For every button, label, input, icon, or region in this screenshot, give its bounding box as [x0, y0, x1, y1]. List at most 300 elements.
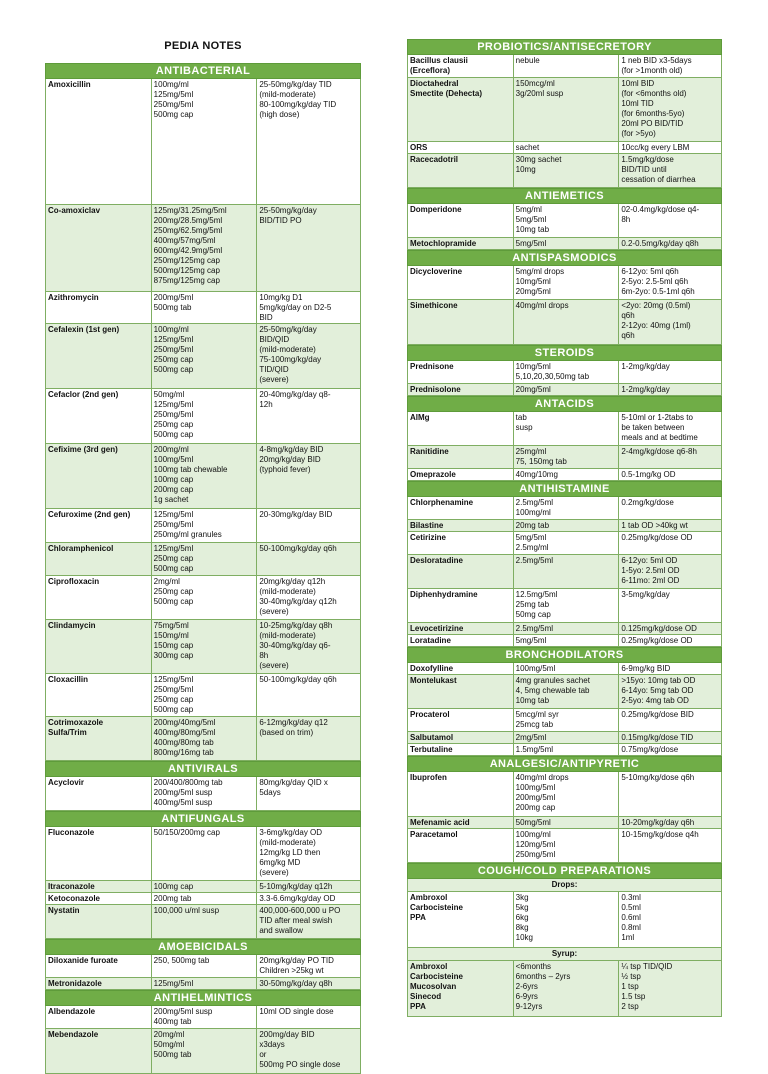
- cell-line: 25-50mg/kg/day: [259, 206, 317, 215]
- cell-line: 1 tsp: [621, 982, 639, 991]
- cell-line: 250, 500mg tab: [153, 956, 210, 965]
- cell-line: Bacillus clausii: [410, 56, 468, 65]
- cell-line: Bilastine: [410, 521, 444, 530]
- drug-row-chlorphenamine: [407, 497, 722, 520]
- drug-row-azithromycin: [45, 292, 361, 324]
- drug-name: [408, 204, 514, 237]
- drug-preparation: [514, 675, 620, 708]
- drug-row-domperidone: [407, 204, 722, 238]
- cell-line: 250mg cap: [153, 695, 194, 704]
- cell-line: 5mg/ml: [515, 205, 542, 214]
- cell-line: (for >5yo): [621, 129, 656, 138]
- cell-line: Amoxicillin: [48, 80, 91, 89]
- drug-preparation: [514, 772, 620, 816]
- drug-name: [408, 55, 514, 77]
- drug-dose: [619, 555, 722, 588]
- drug-dose: [257, 1029, 361, 1073]
- cell-line: 200mg cap: [153, 485, 194, 494]
- drug-name: [46, 881, 152, 892]
- cell-line: 400,000-600,000 u PO: [259, 906, 341, 915]
- drug-dose: [619, 961, 722, 1016]
- drug-row-nystatin: [45, 905, 361, 939]
- cell-line: 50mg/ml: [153, 390, 185, 399]
- cell-line: 0.3ml: [621, 893, 641, 902]
- cell-line: 02-0.4mg/kg/dose q4-: [621, 205, 700, 214]
- drug-name: [408, 817, 514, 828]
- drug-preparation: [152, 1029, 258, 1073]
- drug-dose: [619, 817, 722, 828]
- drug-row-diphenhydramine: [407, 589, 722, 623]
- drug-preparation: [152, 978, 258, 989]
- cell-line: 5-10ml or 1-2tabs to: [621, 413, 693, 422]
- cell-line: 25-50mg/kg/day: [259, 325, 317, 334]
- cell-line: 3g/20ml susp: [515, 89, 564, 98]
- drug-preparation: [514, 623, 620, 634]
- cell-line: 2mg/ml: [153, 577, 180, 586]
- cell-line: 100mg/ml: [153, 80, 189, 89]
- cell-line: Sinecod: [410, 992, 442, 1001]
- section-header-antacids: ANTACIDS: [407, 396, 722, 412]
- cell-line: (based on trim): [259, 728, 314, 737]
- drug-dose: [257, 827, 361, 880]
- cell-line: 6months – 2yrs: [515, 972, 571, 981]
- cell-line: 1-2mg/kg/day: [621, 362, 670, 371]
- cell-line: Azithromycin: [48, 293, 99, 302]
- cell-line: 6-9mg/kg BID: [621, 664, 671, 673]
- drug-preparation: [152, 1006, 258, 1028]
- drug-dose: [619, 829, 722, 862]
- cell-line: 1.5mg/5ml: [515, 745, 554, 754]
- cell-line: Itraconazole: [48, 882, 95, 891]
- cell-line: Ketoconazole: [48, 894, 101, 903]
- drug-preparation: [152, 324, 258, 388]
- drug-row-levocetirizine: [407, 623, 722, 635]
- cell-line: 500mg cap: [153, 705, 194, 714]
- cell-line: (severe): [259, 607, 289, 616]
- cell-line: 20mg/kg/day PO TID: [259, 956, 334, 965]
- cell-line: BID: [259, 313, 273, 322]
- page-title: PEDIA NOTES: [164, 40, 242, 52]
- drug-name: [408, 589, 514, 622]
- cell-line: (typhoid fever): [259, 465, 311, 474]
- drug-dose: [619, 635, 722, 646]
- cell-line: Cotrimoxazole: [48, 718, 104, 727]
- cell-line: 500mg cap: [153, 597, 194, 606]
- drug-row-metochlopramide: [407, 238, 722, 250]
- drug-row-ketoconazole: [45, 893, 361, 905]
- cell-line: 500mg PO single dose: [259, 1060, 341, 1069]
- cell-line: 5days: [259, 788, 281, 797]
- subheader-syrup: Syrup:: [407, 948, 722, 961]
- drug-preparation: [514, 142, 620, 153]
- cell-line: Procaterol: [410, 710, 450, 719]
- drug-preparation: [514, 154, 620, 187]
- drug-dose: [619, 732, 722, 743]
- cell-line: 500mg/125mg cap: [153, 266, 220, 275]
- cell-line: 0.15mg/kg/dose TID: [621, 733, 694, 742]
- left-column: [45, 63, 361, 1074]
- cell-line: 0.8ml: [621, 923, 641, 932]
- cell-line: 2-5yo: 2.5-5ml q6h: [621, 277, 689, 286]
- cell-line: Nystatin: [48, 906, 80, 915]
- cell-line: 100,000 u/ml susp: [153, 906, 220, 915]
- drug-dose: [257, 79, 361, 204]
- cell-line: Cefixime (3rd gen): [48, 445, 118, 454]
- cell-line: 10mg/5ml: [515, 277, 551, 286]
- cell-line: 5mg/ml drops: [515, 267, 565, 276]
- cell-line: <2yo: 20mg (0.5ml): [621, 301, 691, 310]
- cell-line: Clindamycin: [48, 621, 96, 630]
- cell-line: 10ml TID: [621, 99, 654, 108]
- drug-preparation: [514, 361, 620, 383]
- drug-row-co-amoxiclav: [45, 205, 361, 292]
- cell-line: Diloxanide furoate: [48, 956, 118, 965]
- drug-dose: [257, 1006, 361, 1028]
- cell-line: Cetirizine: [410, 533, 447, 542]
- cell-line: 1.5 tsp: [621, 992, 646, 1001]
- cell-line: 30mg sachet: [515, 155, 562, 164]
- section-header-amoebicidals: AMOEBICIDALS: [45, 939, 361, 955]
- cell-line: Ciprofloxacin: [48, 577, 100, 586]
- drug-name: [408, 497, 514, 519]
- cell-line: BID/TID PO: [259, 216, 302, 225]
- cell-line: 40mg/ml drops: [515, 301, 569, 310]
- drug-dose: [257, 292, 361, 323]
- drug-name: [46, 444, 152, 508]
- cell-line: Domperidone: [410, 205, 462, 214]
- cell-line: Omeprazole: [410, 470, 456, 479]
- cell-line: nebule: [515, 56, 540, 65]
- drug-preparation: [514, 469, 620, 480]
- cell-line: 4-8mg/kg/day BID: [259, 445, 324, 454]
- cell-line: BID/QID: [259, 335, 290, 344]
- drug-preparation: [152, 205, 258, 291]
- cell-line: 20mg/5ml: [515, 385, 551, 394]
- drug-dose: [257, 905, 361, 938]
- cell-line: 0.25mg/kg/dose BID: [621, 710, 694, 719]
- cell-line: (severe): [259, 661, 289, 670]
- cell-line: 0.25mg/kg/dose OD: [621, 636, 693, 645]
- cell-line: 100mg/5ml: [153, 455, 194, 464]
- drug-dose: [619, 469, 722, 480]
- cell-line: 200mg/40mg/5ml: [153, 718, 216, 727]
- cell-line: BID/TID until: [621, 165, 667, 174]
- drug-row-simethicone: [407, 300, 722, 345]
- drug-row-bacillus-clausii: [407, 55, 722, 78]
- drug-name: [408, 154, 514, 187]
- cell-line: 0.5ml: [621, 903, 641, 912]
- cell-line: 250mg/5ml: [153, 345, 194, 354]
- cell-line: 250mg/5ml: [515, 850, 556, 859]
- cell-line: 9-12yrs: [515, 1002, 543, 1011]
- drug-dose: [257, 205, 361, 291]
- cell-line: Prednisolone: [410, 385, 461, 394]
- cell-line: 5-10mg/kg/dose q6h: [621, 773, 695, 782]
- cell-line: 125mg/5ml: [153, 335, 194, 344]
- cell-line: 1ml: [621, 933, 635, 942]
- drug-row-cefuroxime-2nd-gen: [45, 509, 361, 543]
- cell-line: (Erceflora): [410, 66, 451, 75]
- cell-line: Cefalexin (1st gen): [48, 325, 120, 334]
- drug-dose: [619, 663, 722, 674]
- cell-line: 250mg/62.5mg/5ml: [153, 226, 223, 235]
- drug-name: [408, 623, 514, 634]
- drug-row-amoxicillin: [45, 79, 361, 205]
- drug-row-ors: [407, 142, 722, 154]
- cell-line: Racecadotril: [410, 155, 459, 164]
- drug-row-cefixime-3rd-gen: [45, 444, 361, 509]
- cell-line: Acyclovir: [48, 778, 85, 787]
- drug-preparation: [514, 892, 620, 947]
- drug-dose: [257, 955, 361, 977]
- cell-line: 40mg/ml drops: [515, 773, 569, 782]
- drug-preparation: [514, 238, 620, 249]
- drug-dose: [257, 777, 361, 810]
- cell-line: PPA: [410, 1002, 426, 1011]
- section-header-antifungals: ANTIFUNGALS: [45, 811, 361, 827]
- drug-dose: [257, 324, 361, 388]
- drug-dose: [619, 497, 722, 519]
- cell-line: 5-10mg/kg/day q12h: [259, 882, 333, 891]
- cell-line: be taken between: [621, 423, 685, 432]
- cell-line: 50mg/5ml: [515, 818, 551, 827]
- cell-line: Paracetamol: [410, 830, 458, 839]
- drug-preparation: [514, 78, 620, 141]
- cell-line: 500mg tab: [153, 1050, 192, 1059]
- cell-line: 300mg cap: [153, 651, 194, 660]
- drug-dose: [619, 238, 722, 249]
- cell-line: tab: [515, 413, 527, 422]
- drug-dose: [257, 389, 361, 443]
- cell-line: 400mg/80mg tab: [153, 738, 214, 747]
- cell-line: 75mg/5ml: [153, 621, 189, 630]
- cell-line: 75-100mg/kg/day: [259, 355, 322, 364]
- cell-line: 10ml OD single dose: [259, 1007, 334, 1016]
- cell-line: AlMg: [410, 413, 430, 422]
- drug-preparation: [514, 732, 620, 743]
- cell-line: 200mg/28.5mg/5ml: [153, 216, 223, 225]
- drug-row-chloramphenicol: [45, 543, 361, 576]
- drug-row-cotrimoxazole: [45, 717, 361, 761]
- section-header-probiotics-antisecretory: PROBIOTICS/ANTISECRETORY: [407, 39, 722, 55]
- cell-line: 1-2mg/kg/day: [621, 385, 670, 394]
- drug-dose: [619, 675, 722, 708]
- cell-line: 50-100mg/kg/day q6h: [259, 544, 337, 553]
- cell-line: 6-9yrs: [515, 992, 538, 1001]
- drug-row-montelukast: [407, 675, 722, 709]
- drug-row-racecadotril: [407, 154, 722, 188]
- drug-row-cloxacillin: [45, 674, 361, 717]
- cell-line: Desloratadine: [410, 556, 463, 565]
- drug-dose: [257, 893, 361, 904]
- cell-line: 12mg/kg LD then: [259, 848, 321, 857]
- cell-line: 100mg tab chewable: [153, 465, 228, 474]
- cell-line: (for >1month old): [621, 66, 683, 75]
- drug-row-cefalexin-1st-gen: [45, 324, 361, 389]
- drug-row-loratadine: [407, 635, 722, 647]
- section-header-bronchodilators: BRONCHODILATORS: [407, 647, 722, 663]
- drug-name: [46, 827, 152, 880]
- drug-dose: [619, 142, 722, 153]
- drug-row-mebendazole: [45, 1029, 361, 1074]
- drug-name: [408, 732, 514, 743]
- drug-row-ambroxol: [407, 961, 722, 1017]
- drug-name: [46, 543, 152, 575]
- section-header-antihistamine: ANTIHISTAMINE: [407, 481, 722, 497]
- cell-line: Prednisone: [410, 362, 454, 371]
- cell-line: Diphenhydramine: [410, 590, 478, 599]
- drug-dose: [619, 520, 722, 531]
- cell-line: Smectite (Dehecta): [410, 89, 483, 98]
- drug-name: [46, 717, 152, 760]
- drug-row-mefenamic-acid: [407, 817, 722, 829]
- cell-line: 6-12mg/kg/day q12: [259, 718, 328, 727]
- cell-line: 25mcg tab: [515, 720, 554, 729]
- cell-line: <6months: [515, 962, 552, 971]
- drug-name: [408, 829, 514, 862]
- cell-line: 75, 150mg tab: [515, 457, 567, 466]
- cell-line: 100mg/ml: [515, 508, 551, 517]
- cell-line: 2.5mg/5ml: [515, 556, 554, 565]
- cell-line: 120mg/5ml: [515, 840, 556, 849]
- drug-dose: [257, 620, 361, 673]
- drug-name: [46, 620, 152, 673]
- cell-line: 30-40mg/kg/day q12h: [259, 597, 337, 606]
- cell-line: 250mg cap: [153, 420, 194, 429]
- drug-preparation: [514, 520, 620, 531]
- drug-name: [46, 205, 152, 291]
- drug-preparation: [152, 444, 258, 508]
- drug-preparation: [514, 961, 620, 1016]
- cell-line: 200mg cap: [515, 803, 556, 812]
- section-header-antibacterial: ANTIBACTERIAL: [45, 63, 361, 79]
- cell-line: 875mg/125mg cap: [153, 276, 220, 285]
- cell-line: 400mg/80mg/5ml: [153, 728, 216, 737]
- cell-line: 0.125mg/kg/dose OD: [621, 624, 697, 633]
- cell-line: 20mg/ml: [153, 1030, 185, 1039]
- drug-preparation: [514, 555, 620, 588]
- drug-preparation: [152, 827, 258, 880]
- cell-line: (for <6months old): [621, 89, 687, 98]
- cell-line: (mild-moderate): [259, 587, 316, 596]
- cell-line: 20mg/5ml: [515, 287, 551, 296]
- cell-line: 80-100mg/kg/day TID: [259, 100, 337, 109]
- cell-line: 1g sachet: [153, 495, 189, 504]
- drug-preparation: [514, 497, 620, 519]
- cell-line: 50-100mg/kg/day q6h: [259, 675, 337, 684]
- drug-row-itraconazole: [45, 881, 361, 893]
- section-header-antivirals: ANTIVIRALS: [45, 761, 361, 777]
- drug-row-cetirizine: [407, 532, 722, 555]
- drug-name: [408, 663, 514, 674]
- cell-line: 3.3-6.6mg/kg/day OD: [259, 894, 336, 903]
- subheader-drops: Drops:: [407, 879, 722, 892]
- drug-row-ciprofloxacin: [45, 576, 361, 620]
- cell-line: meals and at bedtime: [621, 433, 698, 442]
- cell-line: 0.2mg/kg/dose: [621, 498, 674, 507]
- cell-line: 2 tsp: [621, 1002, 639, 1011]
- cell-line: 6mg/kg MD: [259, 858, 301, 867]
- drug-preparation: [514, 663, 620, 674]
- drug-dose: [619, 266, 722, 299]
- cell-line: 125mg/5ml: [153, 510, 194, 519]
- cell-line: 250mg/5ml: [153, 685, 194, 694]
- cell-line: 20mg tab: [515, 521, 550, 530]
- drug-dose: [619, 709, 722, 731]
- cell-line: 5mcg/ml syr: [515, 710, 559, 719]
- section-header-cough-cold-preparations: COUGH/COLD PREPARATIONS: [407, 863, 722, 879]
- cell-line: Sulfa/Trim: [48, 728, 87, 737]
- drug-dose: [619, 384, 722, 395]
- drug-name: [46, 79, 152, 204]
- cell-line: 10mg/5ml: [515, 362, 551, 371]
- cell-line: 250mg/5ml: [153, 410, 194, 419]
- cell-line: Levocetirizine: [410, 624, 464, 633]
- drug-preparation: [152, 292, 258, 323]
- cell-line: Metochlopramide: [410, 239, 477, 248]
- drug-preparation: [514, 204, 620, 237]
- cell-line: 10-15mg/kg/dose q4h: [621, 830, 699, 839]
- cell-line: 20mg/kg/day q12h: [259, 577, 326, 586]
- cell-line: Carbocisteine: [410, 972, 463, 981]
- cell-line: 100mg/ml: [153, 325, 189, 334]
- drug-row-almg: [407, 412, 722, 446]
- cell-line: 100mg cap: [153, 475, 194, 484]
- drug-dose: [619, 204, 722, 237]
- cell-line: 0.75mg/kg/dose: [621, 745, 679, 754]
- drug-name: [46, 576, 152, 619]
- cell-line: Children >25kg wt: [259, 966, 324, 975]
- cell-line: Montelukast: [410, 676, 457, 685]
- cell-line: (mild-moderate): [259, 345, 316, 354]
- drug-row-prednisone: [407, 361, 722, 384]
- drug-name: [408, 361, 514, 383]
- cell-line: 3-5mg/kg/day: [621, 590, 670, 599]
- cell-line: 1 tab OD >40kg wt: [621, 521, 688, 530]
- cell-line: 10mg tab: [515, 696, 550, 705]
- cell-line: 10kg: [515, 933, 534, 942]
- drug-preparation: [514, 446, 620, 468]
- cell-line: 6-12yo: 5ml OD: [621, 556, 678, 565]
- cell-line: 6m-2yo: 0.5-1ml q6h: [621, 287, 695, 296]
- cell-line: 10-25mg/kg/day q8h: [259, 621, 333, 630]
- drug-preparation: [514, 817, 620, 828]
- drug-row-clindamycin: [45, 620, 361, 674]
- drug-dose: [619, 589, 722, 622]
- drug-name: [46, 292, 152, 323]
- cell-line: 10cc/kg every LBM: [621, 143, 690, 152]
- section-header-antiemetics: ANTIEMETICS: [407, 188, 722, 204]
- cell-line: Metronidazole: [48, 979, 102, 988]
- cell-line: (mild-moderate): [259, 631, 316, 640]
- drug-row-diloxanide-furoate: [45, 955, 361, 978]
- drug-row-paracetamol: [407, 829, 722, 863]
- drug-name: [408, 772, 514, 816]
- cell-line: Mebendazole: [48, 1030, 99, 1039]
- cell-line: 25mg tab: [515, 600, 550, 609]
- drug-name: [46, 893, 152, 904]
- cell-line: 3-6mg/kg/day OD: [259, 828, 323, 837]
- drug-preparation: [514, 589, 620, 622]
- cell-line: TID after meal swish: [259, 916, 333, 925]
- cell-line: 150mg/ml: [153, 631, 189, 640]
- cell-line: 200mg/5ml susp: [153, 788, 213, 797]
- cell-line: 200/400/800mg tab: [153, 778, 223, 787]
- cell-line: and swallow: [259, 926, 303, 935]
- drug-dose: [619, 300, 722, 344]
- cell-line: 10-20mg/kg/day q6h: [621, 818, 695, 827]
- cell-line: 50/150/200mg cap: [153, 828, 220, 837]
